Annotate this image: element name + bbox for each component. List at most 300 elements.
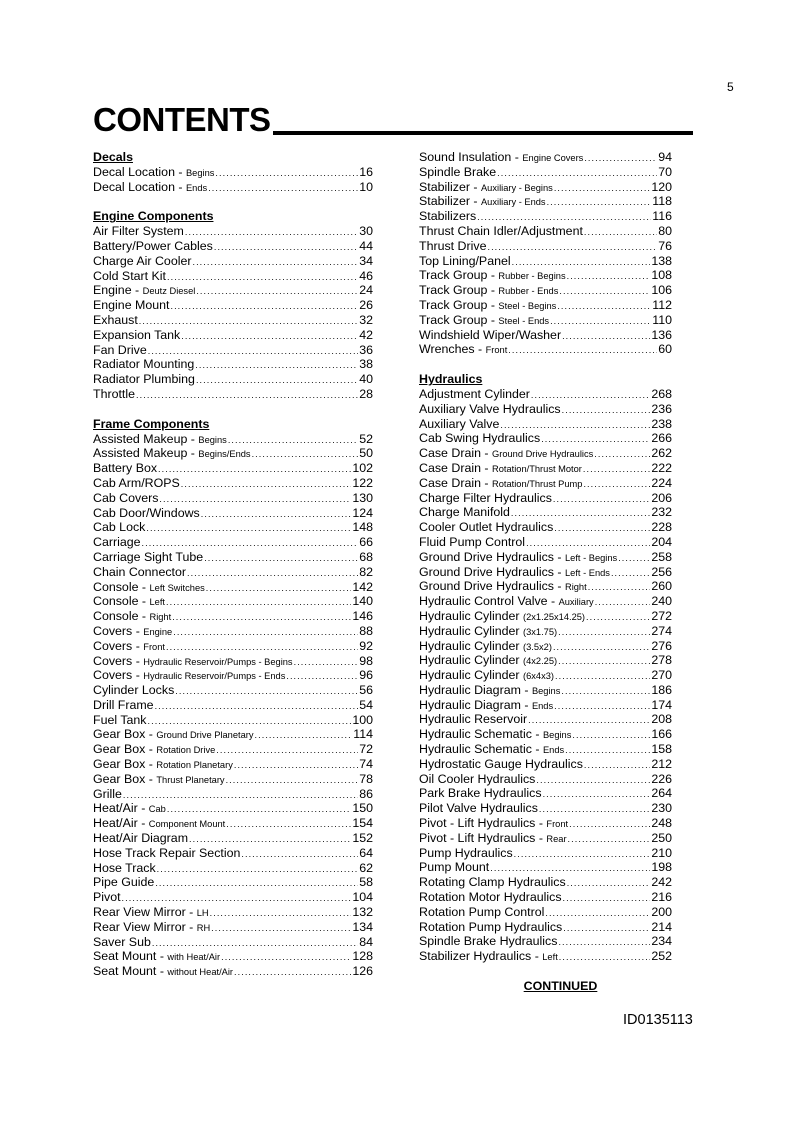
- toc-entry[interactable]: [419, 949, 672, 964]
- entry-dimensions: (4x2.25): [523, 656, 558, 667]
- entry-page-number: 226: [651, 771, 672, 786]
- toc-entry[interactable]: [93, 772, 373, 787]
- toc-entry[interactable]: [93, 949, 373, 964]
- dot-leader: [155, 876, 358, 890]
- toc-entry[interactable]: [419, 639, 672, 654]
- toc-entry[interactable]: [93, 461, 373, 476]
- entry-title: Case Drain: [419, 446, 481, 461]
- entry-page-number: 146: [352, 609, 373, 624]
- entry-title: Battery/Power Cables: [93, 238, 213, 253]
- entry-subtitle: Left - Ends: [564, 567, 610, 578]
- entry-page-number: 206: [651, 490, 672, 505]
- dot-leader: [531, 388, 650, 402]
- entry-title: Oil Cooler Hydraulics: [419, 771, 536, 786]
- toc-entry[interactable]: [419, 165, 672, 180]
- entry-page-number: 240: [651, 594, 672, 609]
- entry-title: Cab Arm/ROPS: [93, 475, 180, 490]
- entry-subtitle: Rotation Drive: [156, 745, 216, 756]
- entry-page-number: 66: [359, 535, 373, 550]
- continued-link[interactable]: CONTINUED: [523, 979, 598, 994]
- entry-page-number: 126: [352, 964, 373, 979]
- toc-entry[interactable]: [419, 594, 672, 609]
- entry-title: Thrust Chain Idler/Adjustment: [419, 223, 583, 238]
- entry-page-number: 78: [359, 771, 373, 786]
- dot-leader: [221, 950, 351, 964]
- entry-subtitle: Right: [564, 582, 587, 593]
- entry-page-number: 100: [352, 712, 373, 727]
- toc-entry[interactable]: [93, 935, 373, 950]
- toc-entry[interactable]: [419, 609, 672, 624]
- toc-entry[interactable]: [419, 342, 672, 357]
- toc-entry[interactable]: [419, 491, 672, 506]
- entry-page-number: 82: [359, 564, 373, 579]
- entry-page-number: 140: [352, 594, 373, 609]
- title-underline: [273, 131, 694, 135]
- dot-leader: [181, 477, 352, 491]
- entry-page-number: 132: [352, 905, 373, 920]
- entry-separator: -: [474, 342, 486, 357]
- dot-leader: [142, 536, 359, 550]
- toc-entry[interactable]: [419, 224, 672, 239]
- entry-title: Hose Track Repair Section: [93, 845, 241, 860]
- toc-entry[interactable]: [419, 194, 672, 209]
- toc-entry[interactable]: [93, 283, 373, 298]
- entry-separator: -: [553, 579, 565, 594]
- entry-page-number: 42: [359, 327, 373, 342]
- toc-entry[interactable]: [419, 461, 672, 476]
- entry-title: Track Group: [419, 297, 488, 312]
- dot-leader: [181, 329, 358, 343]
- toc-entry[interactable]: [419, 268, 672, 283]
- toc-entry[interactable]: [419, 757, 672, 772]
- toc-entry[interactable]: [419, 298, 672, 313]
- dot-leader: [185, 225, 358, 239]
- entry-subtitle: Rotation/Thrust Pump: [492, 478, 583, 489]
- entry-title: Battery Box: [93, 461, 158, 476]
- entry-subtitle: Engine Covers: [522, 153, 584, 163]
- toc-entry[interactable]: [93, 269, 373, 284]
- entry-page-number: 26: [359, 298, 373, 313]
- toc-entry[interactable]: [419, 860, 672, 875]
- entry-separator: -: [132, 638, 144, 653]
- entry-subtitle: Left: [149, 597, 165, 608]
- toc-entry[interactable]: [419, 772, 672, 787]
- dot-leader: [477, 210, 651, 224]
- entry-page-number: 208: [651, 712, 672, 727]
- entry-separator: -: [469, 179, 481, 194]
- entry-page-number: 258: [651, 549, 672, 564]
- entry-page-number: 98: [359, 653, 373, 668]
- toc-entry[interactable]: [93, 905, 373, 920]
- entry-title: Cab Swing Hydraulics: [419, 431, 541, 446]
- entry-page-number: 148: [352, 520, 373, 535]
- dot-leader: [201, 507, 352, 521]
- entry-title: Fuel Tank: [93, 712, 147, 727]
- entry-title: Hydraulic Diagram: [419, 697, 521, 712]
- entry-title: Rotation Pump Control: [419, 904, 545, 919]
- entry-subtitle: Auxiliary - Begins: [480, 182, 553, 193]
- toc-section: [419, 150, 672, 357]
- entry-title: Fluid Pump Control: [419, 534, 526, 549]
- toc-entry[interactable]: [419, 890, 672, 905]
- toc-entry[interactable]: [419, 742, 672, 757]
- toc-entry[interactable]: [93, 506, 373, 521]
- toc-entry[interactable]: [419, 209, 672, 224]
- dot-leader: [234, 758, 358, 772]
- dot-leader: [611, 566, 650, 580]
- toc-entry[interactable]: [93, 683, 373, 698]
- entry-title: Pivot: [93, 890, 121, 905]
- entry-page-number: 214: [651, 919, 672, 934]
- entry-title: Heat/Air Diagram: [93, 831, 189, 846]
- entry-page-number: 142: [352, 579, 373, 594]
- entry-page-number: 58: [359, 875, 373, 890]
- entry-page-number: 234: [651, 934, 672, 949]
- toc-entry[interactable]: [419, 446, 672, 461]
- toc-entry[interactable]: [93, 313, 373, 328]
- toc-entry[interactable]: [93, 713, 373, 728]
- toc-entry[interactable]: [419, 550, 672, 565]
- entry-page-number: 130: [352, 490, 373, 505]
- toc-entry[interactable]: [419, 520, 672, 535]
- entry-separator: -: [520, 682, 532, 697]
- entry-subtitle: Rear: [546, 833, 567, 844]
- toc-entry[interactable]: [93, 254, 373, 269]
- dot-leader: [557, 299, 651, 313]
- toc-entry[interactable]: [419, 417, 672, 432]
- toc-entry[interactable]: [419, 624, 672, 639]
- dot-leader: [541, 432, 650, 446]
- toc-entry[interactable]: [419, 875, 672, 890]
- toc-entry[interactable]: [93, 180, 373, 195]
- dot-leader: [545, 906, 650, 920]
- dot-leader: [562, 403, 651, 417]
- entry-title: Console: [93, 609, 139, 624]
- entry-title: Windshield Wiper/Washer: [419, 327, 562, 342]
- entry-page-number: 152: [352, 831, 373, 846]
- toc-entry[interactable]: [419, 313, 672, 328]
- entry-page-number: 38: [359, 357, 373, 372]
- toc-entry[interactable]: [419, 920, 672, 935]
- entry-title: Seat Mount: [93, 949, 157, 964]
- dot-leader: [497, 166, 657, 180]
- toc-entry[interactable]: [419, 801, 672, 816]
- dot-leader: [559, 950, 651, 964]
- toc-entry[interactable]: [419, 535, 672, 550]
- dot-leader: [594, 447, 650, 461]
- entry-subtitle: Left - Begins: [564, 552, 618, 563]
- entry-page-number: 124: [352, 505, 373, 520]
- entry-title: Carriage: [93, 535, 141, 550]
- dot-leader: [526, 536, 650, 550]
- toc-entry[interactable]: [93, 343, 373, 358]
- entry-page-number: 256: [651, 564, 672, 579]
- entry-subtitle: Begins/Ends: [198, 449, 251, 460]
- entry-page-number: 50: [359, 446, 373, 461]
- entry-page-number: 106: [651, 283, 672, 298]
- dot-leader: [158, 462, 351, 476]
- entry-page-number: 278: [651, 653, 672, 668]
- dot-leader: [215, 166, 358, 180]
- entry-dimensions: (3x1.75): [523, 626, 558, 637]
- toc-entry[interactable]: [93, 846, 373, 861]
- toc-entry[interactable]: [93, 565, 373, 580]
- toc-entry[interactable]: [93, 831, 373, 846]
- entry-page-number: 236: [651, 401, 672, 416]
- entry-title: Seat Mount: [93, 964, 157, 979]
- entry-title: Assisted Makeup: [93, 431, 188, 446]
- dot-leader: [567, 876, 651, 890]
- toc-entry[interactable]: [93, 757, 373, 772]
- entry-title: Drill Frame: [93, 697, 154, 712]
- toc-entry[interactable]: [93, 964, 373, 979]
- toc-entry[interactable]: [419, 653, 672, 668]
- dot-leader: [558, 625, 650, 639]
- entry-title: Pivot - Lift Hydraulics: [419, 830, 536, 845]
- entry-title: Throttle: [93, 386, 136, 401]
- toc-entry[interactable]: [93, 165, 373, 180]
- entry-separator: -: [156, 949, 168, 964]
- toc-entry[interactable]: [419, 712, 672, 727]
- entry-title: Cylinder Locks: [93, 683, 175, 698]
- toc-entry[interactable]: [93, 639, 373, 654]
- document-id: ID0135113: [623, 1012, 693, 1028]
- toc-entry[interactable]: [419, 698, 672, 713]
- toc-entry[interactable]: [93, 890, 373, 905]
- toc-entry[interactable]: [93, 654, 373, 669]
- entry-title: Decal Location: [93, 164, 175, 179]
- toc-entry[interactable]: [93, 861, 373, 876]
- toc-entry[interactable]: [93, 816, 373, 831]
- toc-entry[interactable]: [93, 432, 373, 447]
- dot-leader: [512, 255, 651, 269]
- toc-entry[interactable]: [419, 786, 672, 801]
- entry-title: Charge Manifold: [419, 505, 510, 520]
- entry-title: Hydraulic Schematic: [419, 742, 532, 757]
- toc-entry[interactable]: [419, 254, 672, 269]
- entry-page-number: 248: [651, 816, 672, 831]
- entry-title: Ground Drive Hydraulics: [419, 564, 554, 579]
- dot-leader: [511, 506, 650, 520]
- entry-page-number: 242: [651, 875, 672, 890]
- entry-page-number: 96: [359, 668, 373, 683]
- toc-entry[interactable]: [93, 787, 373, 802]
- toc-entry[interactable]: [93, 535, 373, 550]
- toc-entry[interactable]: [419, 683, 672, 698]
- entry-title: Hydraulic Schematic: [419, 727, 532, 742]
- dot-leader: [569, 817, 650, 831]
- toc-entry[interactable]: [93, 801, 373, 816]
- toc-entry[interactable]: [419, 905, 672, 920]
- entry-title: Spindle Brake Hydraulics: [419, 934, 558, 949]
- entry-title: Rear View Mirror: [93, 919, 186, 934]
- toc-entry[interactable]: [93, 742, 373, 757]
- toc-entry[interactable]: [419, 505, 672, 520]
- toc-entry[interactable]: [93, 624, 373, 639]
- toc-entry[interactable]: [419, 476, 672, 491]
- dot-leader: [562, 329, 650, 343]
- dot-leader: [586, 610, 650, 624]
- entry-page-number: 268: [651, 386, 672, 401]
- dot-leader: [187, 566, 358, 580]
- entry-page-number: 86: [359, 786, 373, 801]
- dot-leader: [166, 595, 351, 609]
- entry-title: Covers: [93, 668, 133, 683]
- entry-title: Covers: [93, 653, 133, 668]
- dot-leader: [547, 195, 652, 209]
- entry-title: Pipe Guide: [93, 875, 155, 890]
- toc-entry[interactable]: [419, 727, 672, 742]
- entry-page-number: 80: [658, 223, 672, 238]
- toc-entry[interactable]: [93, 328, 373, 343]
- dot-leader: [514, 847, 651, 861]
- entry-separator: -: [174, 164, 186, 179]
- entry-separator: -: [132, 668, 144, 683]
- toc-entry[interactable]: [419, 565, 672, 580]
- dot-leader: [139, 314, 358, 328]
- toc-right-column: [419, 150, 672, 994]
- entry-title: Gear Box: [93, 771, 146, 786]
- toc-entry[interactable]: [419, 150, 672, 165]
- entry-title: Ground Drive Hydraulics: [419, 579, 554, 594]
- dot-leader: [173, 625, 358, 639]
- toc-entry[interactable]: [93, 594, 373, 609]
- entry-page-number: 52: [359, 431, 373, 446]
- dot-leader: [228, 433, 358, 447]
- entry-separator: -: [547, 594, 559, 609]
- entry-page-number: 56: [359, 683, 373, 698]
- toc-entry[interactable]: [93, 491, 373, 506]
- entry-subtitle: Hydraulic Reservoir/Pumps - Ends: [143, 671, 286, 682]
- entry-title: Pivot - Lift Hydraulics: [419, 816, 536, 831]
- toc-entry[interactable]: [419, 431, 672, 446]
- toc-entry[interactable]: [419, 579, 672, 594]
- toc-entry[interactable]: [93, 520, 373, 535]
- toc-entry[interactable]: [419, 934, 672, 949]
- entry-separator: -: [185, 905, 197, 920]
- toc-entry[interactable]: [419, 816, 672, 831]
- entry-page-number: 68: [359, 549, 373, 564]
- entry-page-number: 138: [651, 253, 672, 268]
- entry-title: Case Drain: [419, 460, 481, 475]
- toc-entry[interactable]: [419, 387, 672, 402]
- entry-subtitle: Engine: [143, 626, 173, 637]
- toc-entry[interactable]: [419, 846, 672, 861]
- entry-page-number: 70: [658, 164, 672, 179]
- entry-title: Pump Hydraulics: [419, 845, 513, 860]
- toc-entry[interactable]: [419, 180, 672, 195]
- entry-page-number: 10: [359, 179, 373, 194]
- toc-entry[interactable]: [93, 875, 373, 890]
- entry-page-number: 102: [352, 461, 373, 476]
- toc-entry[interactable]: [419, 328, 672, 343]
- entry-title: Hydraulic Diagram: [419, 682, 521, 697]
- toc-entry[interactable]: [93, 609, 373, 624]
- toc-entry[interactable]: [93, 372, 373, 387]
- entry-title: Spindle Brake: [419, 164, 497, 179]
- toc-entry[interactable]: [93, 727, 373, 742]
- dot-leader: [152, 936, 358, 950]
- entry-title: Engine: [93, 283, 132, 298]
- toc-entry[interactable]: [93, 476, 373, 491]
- dot-leader: [554, 521, 650, 535]
- entry-title: Rotating Clamp Hydraulics: [419, 875, 566, 890]
- toc-entry[interactable]: [93, 550, 373, 565]
- entry-dimensions: (3.5x2): [523, 641, 552, 652]
- dot-leader: [558, 935, 650, 949]
- entry-separator: -: [156, 964, 168, 979]
- entry-title: Heat/Air: [93, 801, 138, 816]
- entry-title: Park Brake Hydraulics: [419, 786, 542, 801]
- entry-page-number: 212: [651, 756, 672, 771]
- dot-leader: [123, 788, 358, 802]
- toc-entry[interactable]: [419, 239, 672, 254]
- entry-title: Auxiliary Valve: [419, 416, 500, 431]
- entry-title: Covers: [93, 623, 133, 638]
- toc-entry[interactable]: [93, 224, 373, 239]
- toc-section: [93, 150, 373, 194]
- toc-entry[interactable]: [419, 831, 672, 846]
- entry-page-number: 54: [359, 697, 373, 712]
- entry-separator: -: [535, 816, 547, 831]
- toc-section: [419, 372, 672, 964]
- toc-entry[interactable]: [93, 298, 373, 313]
- toc-entry[interactable]: [93, 920, 373, 935]
- entry-title: Hydraulic Reservoir: [419, 712, 528, 727]
- entry-title: Hydraulic Control Valve: [419, 594, 548, 609]
- entry-page-number: 262: [651, 446, 672, 461]
- entry-subtitle: Begins: [531, 685, 561, 696]
- dot-leader: [122, 891, 352, 905]
- entry-page-number: 24: [359, 283, 373, 298]
- toc-entry[interactable]: [93, 668, 373, 683]
- entry-title: Hydraulic Cylinder: [419, 608, 520, 623]
- entry-page-number: 274: [651, 623, 672, 638]
- entry-title: Gear Box: [93, 742, 146, 757]
- entry-page-number: 122: [352, 475, 373, 490]
- entry-page-number: 154: [352, 816, 373, 831]
- entry-page-number: 204: [651, 534, 672, 549]
- entry-subtitle: Left: [542, 952, 558, 963]
- entry-dimensions: (2x1.25x14.25): [523, 611, 586, 622]
- entry-separator: -: [174, 179, 186, 194]
- dot-leader: [189, 832, 351, 846]
- toc-entry[interactable]: [93, 239, 373, 254]
- toc-entry[interactable]: [419, 402, 672, 417]
- toc-entry[interactable]: [93, 387, 373, 402]
- dot-leader: [584, 758, 650, 772]
- entry-separator: -: [531, 949, 543, 964]
- toc-entry[interactable]: [93, 698, 373, 713]
- toc-entry[interactable]: [419, 283, 672, 298]
- entry-page-number: 72: [359, 742, 373, 757]
- toc-entry[interactable]: [93, 580, 373, 595]
- dot-leader: [204, 551, 358, 565]
- entry-separator: -: [487, 268, 499, 283]
- entry-title: Thrust Drive: [419, 238, 487, 253]
- entry-title: Exhaust: [93, 312, 138, 327]
- entry-page-number: 232: [651, 505, 672, 520]
- entry-title: Adjustment Cylinder: [419, 386, 530, 401]
- entry-page-number: 34: [359, 253, 373, 268]
- entry-title: Stabilizer Hydraulics: [419, 949, 532, 964]
- entry-separator: -: [138, 609, 150, 624]
- toc-entry[interactable]: [419, 668, 672, 683]
- dot-leader: [558, 654, 650, 668]
- toc-entry[interactable]: [93, 446, 373, 461]
- dot-leader: [554, 699, 650, 713]
- toc-entry[interactable]: [93, 357, 373, 372]
